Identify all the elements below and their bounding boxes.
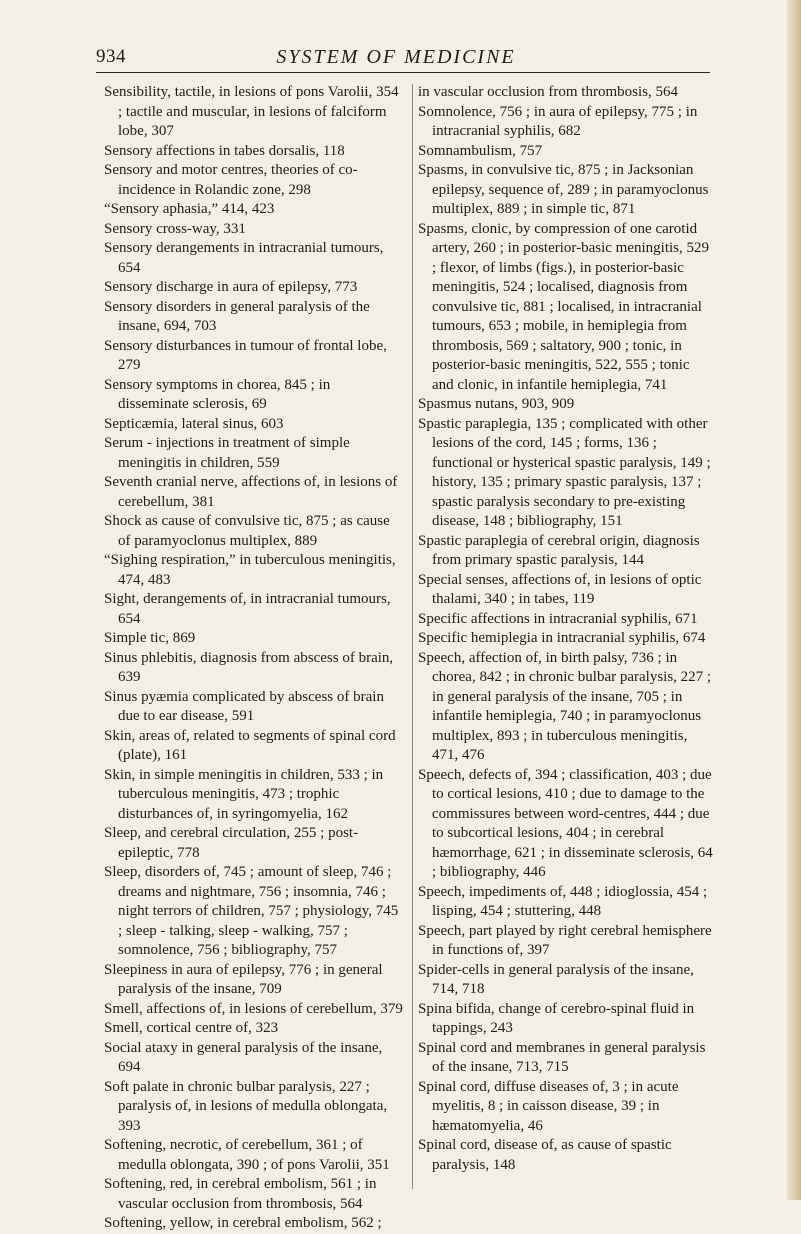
index-entry: Spinal cord, diffuse diseases of, 3 ; in acute myelitis, 8 ; in caisson disease, 39 ; in hæmatomyelia, 46 xyxy=(418,1078,679,1134)
index-entry: Social ataxy in general paralysis of the insane, 694 xyxy=(104,1039,383,1075)
index-entry: Special senses, affections of, in lesions of optic thalami, 340 ; in tabes, 119 xyxy=(418,571,702,607)
running-head: SYSTEM OF MEDICINE xyxy=(276,46,516,68)
index-entry: Shock as cause of convulsive tic, 875 ; as cause of paramyoclonus multiplex, 889 xyxy=(104,513,390,549)
index-entry: Sleep, and cerebral circulation, 255 ; post-epileptic, 778 xyxy=(104,825,359,861)
index-entry: Sensory cross-way, 331 xyxy=(104,220,246,237)
page-number: 934 xyxy=(96,46,126,67)
index-entry: Sensory disturbances in tumour of frontal lobe, 279 xyxy=(104,337,387,373)
index-entry: Somnolence, 756 ; in aura of epilepsy, 775 ; in intracranial syphilis, 682 xyxy=(418,103,698,139)
index-entry: Spina bifida, change of cerebro-spinal fluid in tappings, 243 xyxy=(418,1000,695,1036)
index-entry: Sensory symptoms in chorea, 845 ; in disseminate sclerosis, 69 xyxy=(104,376,331,412)
index-entry: Spasmus nutans, 903, 909 xyxy=(418,396,575,412)
index-entry: Skin, in simple meningitis in children, 533 ; in tuberculous meningitis, 473 ; trophic disturbances of, in syringomyelia, 162 xyxy=(104,766,384,822)
index-entry: Softening, necrotic, of cerebellum, 361 ; of medulla oblongata, 390 ; of pons Varolii, 351 xyxy=(104,1137,390,1173)
index-entry: Specific affections in intracranial syphilis, 671 xyxy=(418,610,698,627)
index-entry: Simple tic, 869 xyxy=(104,630,196,646)
index-entry: Speech, affection of, in birth palsy, 736 ; in chorea, 842 ; in chronic bulbar paralysis, 227 ; in general paralysis of the insane, 705 ; in infantile hemiplegia, 740 ; in paramyoclonus multiplex, 893 ; in tuberculous meningitis, 471, 476 xyxy=(418,649,712,763)
index-entry: Sensory and motor centres, theories of co-incidence in Rolandic zone, 298 xyxy=(104,162,358,198)
index-entry: Sensory discharge in aura of epilepsy, 773 xyxy=(104,279,358,295)
index-entry: Sensibility, tactile, in lesions of pons Varolii, 354 ; tactile and muscular, in lesions of falciform lobe, 307 xyxy=(104,84,399,139)
index-entry: Skin, areas of, related to segments of spinal cord (plate), 161 xyxy=(104,727,396,763)
index-entry: Septicæmia, lateral sinus, 603 xyxy=(104,415,284,432)
index-entry: in vascular occlusion from thrombosis, 564 xyxy=(418,84,678,100)
column-divider xyxy=(412,84,413,1189)
index-entry: Soft palate in chronic bulbar paralysis, 227 ; paralysis of, in lesions of medulla oblongata, 393 xyxy=(104,1078,388,1134)
index-entry: Serum - injections in treatment of simple meningitis in children, 559 xyxy=(104,435,350,471)
index-entry: Sleep, disorders of, 745 ; amount of sleep, 746 ; dreams and nightmare, 756 ; insomnia, 746 ; night terrors of children, 757 ; physiology, 745 ; sleep - talking, sleep - walking, 757 ; somnolence, 756 ; bibliography, 757 xyxy=(104,864,399,958)
index-entry: Sensory disorders in general paralysis of the insane, 694, 703 xyxy=(104,298,370,334)
index-entry: Softening, red, in cerebral embolism, 561 ; in vascular occlusion from thrombosis, 564 xyxy=(104,1176,377,1212)
index-entry: Spinal cord, disease of, as cause of spastic paralysis, 148 xyxy=(418,1137,672,1173)
index-entry: Speech, defects of, 394 ; classification, 403 ; due to cortical lesions, 410 ; due to damage to the commissures between word-centres, 444 ; due to subcortical lesions, 404 ; in cerebral hæmorrhage, 621 ; in disseminate sclerosis, 64 ; bibliography, 446 xyxy=(418,766,713,880)
index-entry: Speech, part played by right cerebral hemisphere in functions of, 397 xyxy=(418,922,712,958)
header-rule xyxy=(96,72,710,73)
index-entry: Specific hemiplegia in intracranial syphilis, 674 xyxy=(418,630,706,646)
page-header xyxy=(0,0,801,80)
index-entry: Spider-cells in general paralysis of the insane, 714, 718 xyxy=(418,961,694,997)
index-entry: Somnambulism, 757 xyxy=(418,142,543,159)
index-entry: “Sensory aphasia,” 414, 423 xyxy=(104,201,275,217)
index-entry: Spastic paraplegia, 135 ; complicated with other lesions of the cord, 145 ; forms, 136 ; functional or hysterical spastic paralysis, 149 ; history, 135 ; primary spastic paralysis, 137 ; spastic paralysis secondary to pre-existing disease, 148 ; bibliography, 151 xyxy=(418,415,711,529)
index-entry: Speech, impediments of, 448 ; idioglossia, 454 ; lisping, 454 ; stuttering, 448 xyxy=(418,883,708,919)
index-entry: Softening, yellow, in cerebral embolism, 562 ; xyxy=(104,1215,382,1231)
page-edge xyxy=(787,0,801,1200)
index-entry: Sinus pyæmia complicated by abscess of brain due to ear disease, 591 xyxy=(104,688,384,724)
index-entry: “Sighing respiration,” in tuberculous meningitis, 474, 483 xyxy=(104,552,396,588)
index-entry: Seventh cranial nerve, affections of, in lesions of cerebellum, 381 xyxy=(104,474,398,510)
index-entry: Smell, cortical centre of, 323 xyxy=(104,1020,279,1036)
index-entry: Sensory derangements in intracranial tumours, 654 xyxy=(104,240,384,276)
index-entry: Sinus phlebitis, diagnosis from abscess of brain, 639 xyxy=(104,649,394,685)
index-entry: Sleepiness in aura of epilepsy, 776 ; in general paralysis of the insane, 709 xyxy=(104,961,383,997)
index-entry: Smell, affections of, in lesions of cerebellum, 379 xyxy=(104,1000,403,1017)
index-entry: Sight, derangements of, in intracranial tumours, 654 xyxy=(104,591,391,627)
index-entry: Spinal cord and membranes in general paralysis of the insane, 713, 715 xyxy=(418,1039,706,1075)
index-column-right xyxy=(418,83,714,1175)
index-entry: Sensory affections in tabes dorsalis, 118 xyxy=(104,142,345,159)
index-entry: Spasms, clonic, by compression of one carotid artery, 260 ; in posterior-basic meningitis, 529 ; flexor, of limbs (figs.), in posterior-basic meningitis, 524 ; localised, diagnosis from convulsive tic, 881 ; localised, in intracranial tumours, 653 ; mobile, in hemiplegia from thrombosis, 569 ; saltatory, 900 ; tonic, in posterior-basic meningitis, 522, 555 ; tonic and clonic, in infantile hemiplegia, 741 xyxy=(418,220,710,393)
index-column-left xyxy=(104,83,404,1234)
index-entry: Spastic paraplegia of cerebral origin, diagnosis from primary spastic paralysis, 144 xyxy=(418,532,700,568)
index-entry: Spasms, in convulsive tic, 875 ; in Jacksonian epilepsy, sequence of, 289 ; in paramyoclonus multiplex, 889 ; in simple tic, 871 xyxy=(418,162,709,217)
